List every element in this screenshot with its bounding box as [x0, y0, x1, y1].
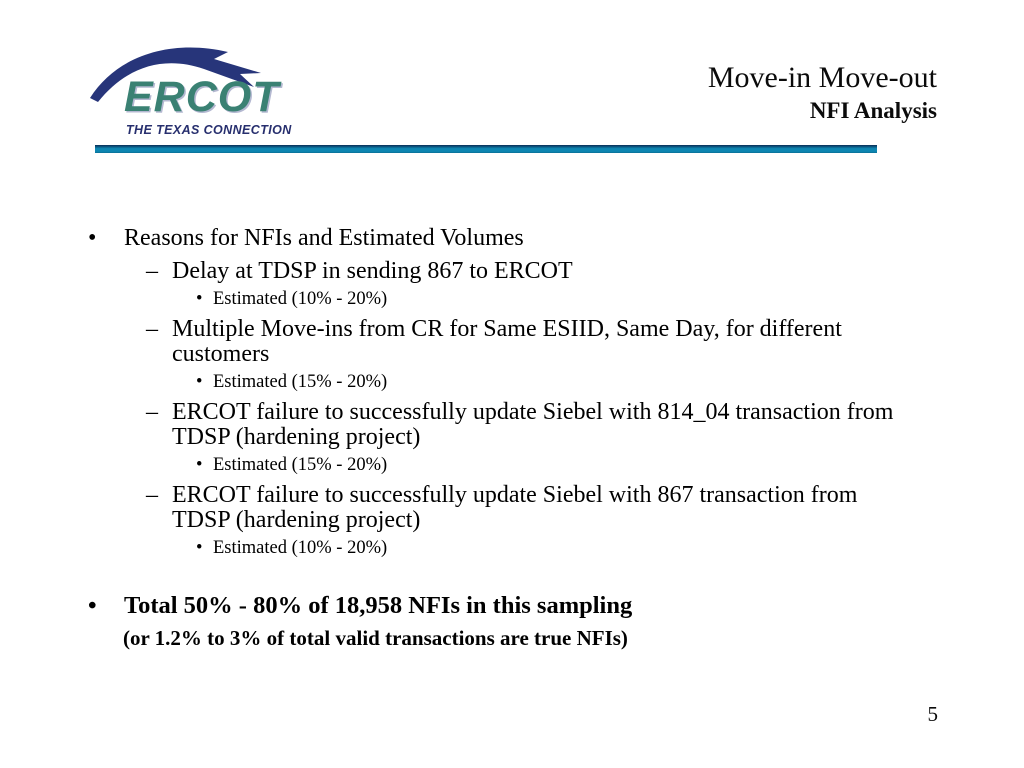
bullet-item-text: (or 1.2% to 3% of total valid transactions are true NFIs): [123, 626, 628, 650]
dash-icon: –: [146, 482, 158, 508]
bullet-item-level2: [0, 317, 945, 367]
bullet-item-level2: [0, 400, 945, 450]
bullet-item-text: Estimated (15% - 20%): [213, 372, 388, 392]
bullet-item-text: ERCOT failure to successfully update Siebel with 867 transaction from TDSP (hardening project): [172, 482, 858, 533]
ercot-logo-text: ERCOT: [124, 73, 280, 121]
bullet-icon: •: [196, 289, 203, 309]
bullet-item-level3: [0, 373, 945, 392]
bullet-item-level1: [0, 593, 945, 619]
bullet-list: [0, 226, 945, 650]
bullet-item-level3: [0, 290, 945, 309]
bullet-item-text: Delay at TDSP in sending 867 to ERCOT: [172, 258, 573, 284]
bullet-item-level2: [0, 259, 945, 284]
bullet-icon: •: [196, 372, 203, 392]
bullet-item-text: Reasons for NFIs and Estimated Volumes: [124, 225, 524, 251]
dash-icon: –: [146, 399, 158, 425]
bullet-item-text: Estimated (15% - 20%): [213, 455, 388, 475]
slide-title: Move-in Move-out: [707, 61, 937, 94]
bullet-item-text: Multiple Move-ins from CR for Same ESIID, Same Day, for different customers: [172, 316, 842, 367]
dash-icon: –: [146, 316, 158, 342]
slide-header: [708, 60, 937, 126]
bullet-item-level4: [0, 626, 945, 650]
bullet-icon: •: [196, 538, 203, 558]
bullet-item-level3: [0, 456, 945, 475]
bullet-item-level1: [0, 226, 945, 251]
page-number: 5: [927, 702, 938, 726]
bullet-icon: •: [88, 225, 97, 251]
bullet-item-level3: [0, 539, 945, 558]
ercot-logo: [88, 40, 308, 148]
bullet-item-text: Estimated (10% - 20%): [213, 289, 388, 309]
bullet-item-text: Estimated (10% - 20%): [213, 538, 388, 558]
bullet-item-level2: [0, 483, 945, 533]
ercot-logo-tagline: THE TEXAS CONNECTION: [126, 123, 292, 137]
bullet-item-text: ERCOT failure to successfully update Siebel with 814_04 transaction from TDSP (hardening project): [172, 399, 894, 450]
slide-subtitle: NFI Analysis: [809, 98, 937, 123]
bullet-icon: •: [196, 455, 203, 475]
dash-icon: –: [146, 258, 158, 284]
bullet-item-text: Total 50% - 80% of 18,958 NFIs in this sampling: [124, 592, 633, 619]
divider-rule: [95, 145, 877, 153]
bullet-icon: •: [88, 592, 97, 619]
